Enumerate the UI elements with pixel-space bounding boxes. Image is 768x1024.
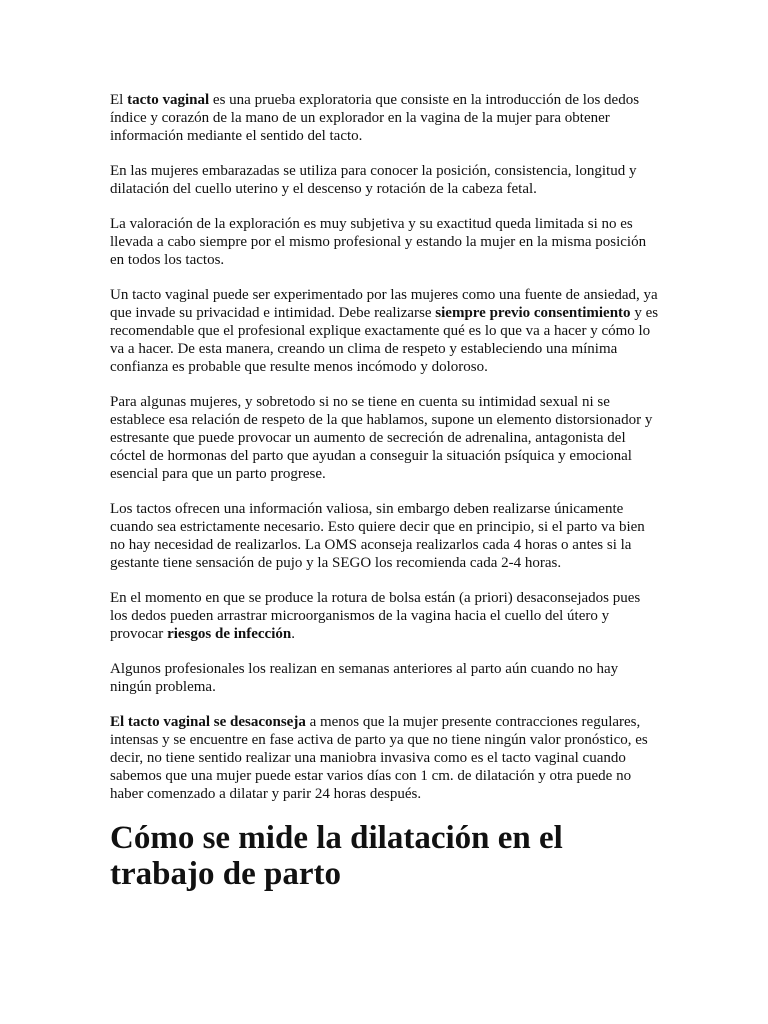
text-run: es una prueba exploratoria que consiste en la introducción de los dedos índice y corazón de la mano de un explorador en la vagina de la mujer para obtener información mediante el sentido del tacto. — [110, 92, 640, 144]
text-run: a menos que la mujer presente contracciones regulares, intensas y se encuentre en fase activa de parto ya que no tiene ningún valor pronóstico, es decir, no tiene sentido realizar una maniobra invasiva como es el tacto vaginal cuando sabemos que una mujer puede estar varios días con 1 cm. de dilatación y otra puede no haber comenzado a dilatar y parir 24 horas después. — [110, 714, 648, 802]
document-body — [110, 91, 660, 803]
paragraph-3 — [110, 215, 660, 269]
paragraph-8 — [110, 660, 660, 696]
paragraph-6 — [110, 500, 660, 572]
paragraph-7 — [110, 589, 660, 643]
paragraph-2 — [110, 162, 660, 198]
paragraph-5 — [110, 393, 660, 483]
bold-text: riesgos de infección — [167, 626, 292, 642]
text-run: y es recomendable que el profesional explique exactamente qué es lo que va a hacer y cómo lo va a hacer. De esta manera, creando un clima de respeto y estableciendo una mínima confianza es probable que resulte menos incómodo y doloroso. — [110, 305, 659, 375]
text-run: Los tactos ofrecen una información valiosa, sin embargo deben realizarse únicamente cuando sea estrictamente necesario. Esto quiere decir que en principio, si el parto va bien no hay necesidad de realizarlos. La OMS aconseja realizarlos cada 4 horas o antes si la gestante tiene sensación de pujo y la SEGO los recomienda cada 2-4 horas. — [110, 501, 645, 571]
text-run: El — [110, 92, 128, 108]
text-run: . — [291, 626, 295, 642]
section-heading: Cómo se mide la dilatación en el trabajo de parto — [110, 820, 563, 892]
paragraph-9 — [110, 713, 660, 803]
text-run: La valoración de la exploración es muy subjetiva y su exactitud queda limitada si no es llevada a cabo siempre por el mismo profesional y estando la mujer en la misma posición en todos los tactos. — [110, 216, 647, 268]
text-run: Para algunas mujeres, y sobretodo si no se tiene en cuenta su intimidad sexual ni se establece esa relación de respeto de la que hablamos, supone un elemento distorsionador y estresante que puede provocar un aumento de secreción de adrenalina, antagonista del cóctel de hormonas del parto que ayudan a conseguir la situación psíquica y emocional esencial para que un parto progrese. — [110, 394, 653, 482]
bold-text: tacto vaginal — [127, 92, 210, 108]
text-run: En el momento en que se produce la rotura de bolsa están (a priori) desaconsejados pues los dedos pueden arrastrar microorganismos de la vagina hacia el cuello del útero y provocar — [110, 590, 641, 642]
text-run: Un tacto vaginal puede ser experimentado por las mujeres como una fuente de ansiedad, ya que invade su privacidad e intimidad. Debe realizarse — [110, 287, 658, 321]
text-run: Algunos profesionales los realizan en semanas anteriores al parto aún cuando no hay ningún problema. — [110, 661, 619, 695]
text-run: En las mujeres embarazadas se utiliza para conocer la posición, consistencia, longitud y dilatación del cuello uterino y el descenso y rotación de la cabeza fetal. — [110, 163, 637, 197]
bold-text: siempre previo consentimiento — [435, 305, 631, 321]
document-page — [110, 91, 660, 892]
paragraph-1 — [110, 91, 660, 145]
bold-text: El tacto vaginal se desaconseja — [110, 714, 306, 730]
paragraph-4 — [110, 286, 660, 376]
